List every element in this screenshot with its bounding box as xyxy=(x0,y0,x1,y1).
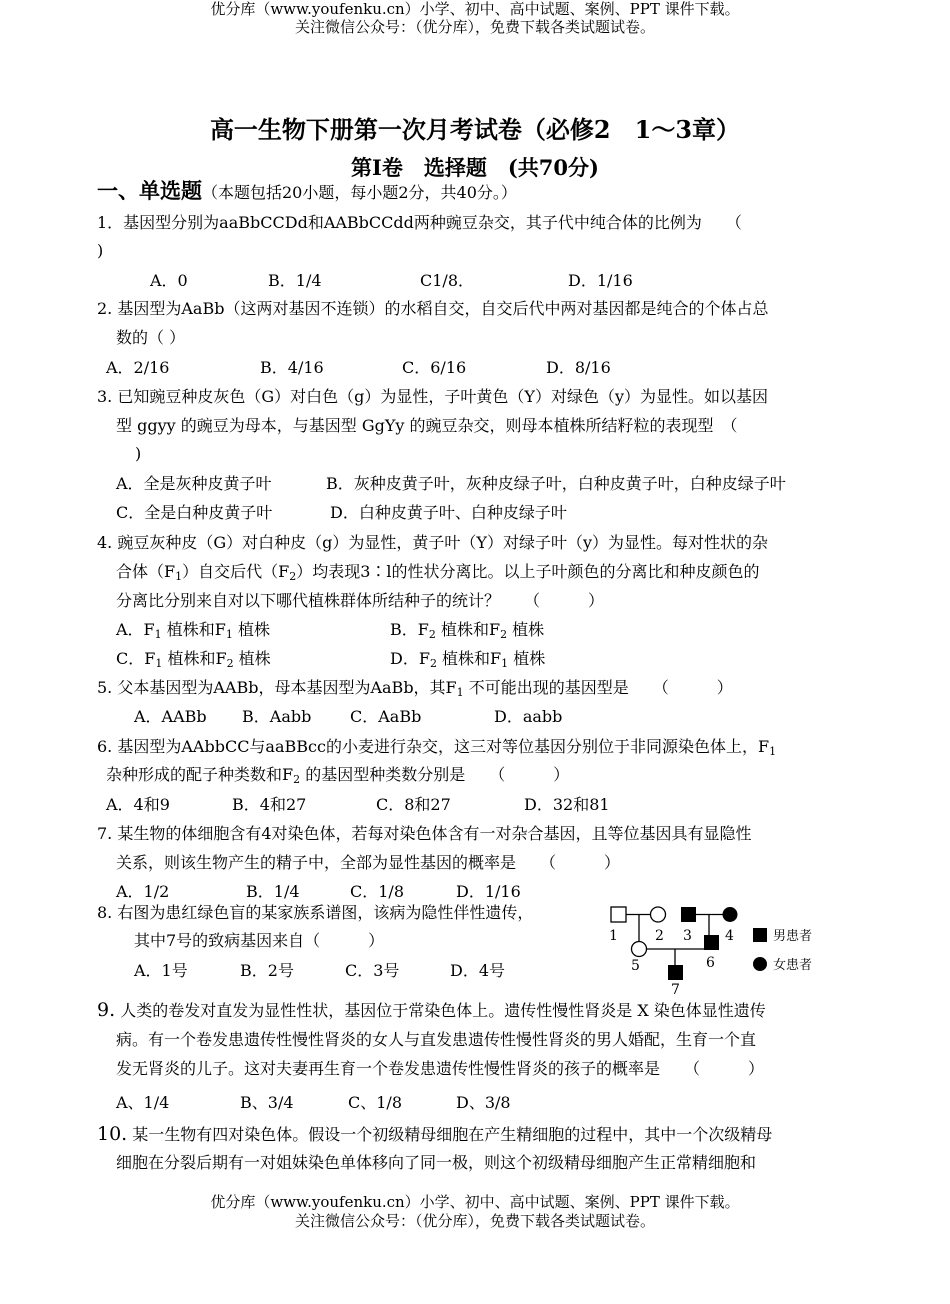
q4-b-pre: B．F xyxy=(390,620,429,639)
q6-stem-line2 xyxy=(106,764,569,786)
q9-number: 9. xyxy=(97,999,116,1021)
q3-stem-line2: 型 ggyy 的豌豆为母本，与基因型 GgYy 的豌豆杂交，则母本植株所结籽粒的表现型 （ xyxy=(116,416,738,435)
q5-stem xyxy=(97,677,733,699)
q6-option-d: D．32和81 xyxy=(524,795,610,814)
q3-option-a: A．全是灰种皮黄子叶 xyxy=(116,474,272,493)
q4-option-a xyxy=(116,619,270,641)
pedigree-label-4: 4 xyxy=(725,928,734,944)
q4-b-post: 植株 xyxy=(507,620,545,639)
q7-option-b: B．1/4 xyxy=(246,882,300,901)
section-note: （本题包括20小题，每小题2分，共40分。） xyxy=(202,183,517,202)
q4-c-sub1: 1 xyxy=(155,657,163,670)
q8-stem-line2: 其中7号的致病基因来自（ ） xyxy=(134,931,385,950)
pedigree-label-1: 1 xyxy=(609,928,618,944)
q4-l2-b: ）自交后代（F xyxy=(182,562,290,581)
q6-option-c: C．8和27 xyxy=(376,795,451,814)
q4-option-c xyxy=(116,648,271,670)
pedigree-label-5: 5 xyxy=(631,958,640,974)
pedigree-individual-1 xyxy=(611,907,626,922)
legend-female-label: 女患者 xyxy=(773,958,813,973)
q9-stem-line2: 病。有一个卷发患遗传性慢性肾炎的女人与直发患遗传性慢性肾炎的男人婚配，生育一个直 xyxy=(116,1030,757,1049)
q8-option-b: B．2号 xyxy=(240,961,294,980)
q8-stem: 8. 右图为患红绿色盲的某家族系谱图，该病为隐性伴性遗传， xyxy=(97,903,534,922)
q7-option-c: C．1/8 xyxy=(350,882,404,901)
q4-stem-line3: 分离比分别来自对以下哪代植株群体所结种子的统计？ （ ） xyxy=(116,591,605,610)
q9-stem-line3: 发无肾炎的儿子。这对夫妻再生育一个卷发患遗传性慢性肾炎的孩子的概率是 （ ） xyxy=(116,1059,765,1078)
q5-sub: 1 xyxy=(456,686,464,699)
q1-stem-end: ) xyxy=(97,241,104,260)
pedigree-label-6: 6 xyxy=(706,955,715,971)
q6-option-b: B．4和27 xyxy=(232,795,307,814)
q7-option-d: D．1/16 xyxy=(456,882,521,901)
q2-option-c: C．6/16 xyxy=(402,358,467,377)
pedigree-label-2: 2 xyxy=(655,928,664,944)
q4-a-sub1: 1 xyxy=(154,628,162,641)
q3-stem-end: ) xyxy=(135,444,142,463)
exam-subtitle: 第Ⅰ卷 选择题 (共70分) xyxy=(351,155,599,180)
q5-option-c: C．AaBb xyxy=(350,707,422,726)
page-header-line1: 优分库（www.youfenku.cn）小学、初中、高中试题、案例、PPT 课件下载。 xyxy=(210,0,740,18)
q2-option-d: D．8/16 xyxy=(546,358,611,377)
q10-stem-line2: 细胞在分裂后期有一对姐妹染色单体移向了同一极，则这个初级精母细胞产生正常精细胞和 xyxy=(116,1153,757,1172)
q7-stem-line2: 关系，则该生物产生的精子中，全部为显性基因的概率是 （ ） xyxy=(116,853,621,872)
q2-stem-line2: 数的（ ） xyxy=(116,328,186,347)
exam-title: 高一生物下册第一次月考试卷（必修2 1～3章） xyxy=(209,115,741,144)
q9-option-a: A、1/4 xyxy=(116,1093,170,1112)
q4-l2-c: ）均表现3∶l的性状分离比。以上子叶颜色的分离比和种皮颜色的 xyxy=(296,562,760,581)
q1-option-c: C1/8． xyxy=(420,271,474,290)
q10-number: 10. xyxy=(97,1123,128,1145)
q6-l2-post: 的基因型种类数分别是 （ ） xyxy=(300,765,570,784)
q3-option-c: C．全是白种皮黄子叶 xyxy=(116,503,273,522)
q5-option-b: B．Aabb xyxy=(242,707,312,726)
q4-a-post: 植株 xyxy=(232,620,270,639)
page-footer-line1: 优分库（www.youfenku.cn）小学、初中、高中试题、案例、PPT 课件下载。 xyxy=(210,1193,740,1211)
section-heading xyxy=(97,180,517,204)
pedigree-individual-6 xyxy=(704,935,719,950)
q4-l2-sub2: 2 xyxy=(289,570,297,583)
q2-option-a: A．2/16 xyxy=(106,358,170,377)
legend-male-affected-icon xyxy=(753,928,767,942)
page-footer-line2: 关注微信公众号：（优分库），免费下载各类试题试卷。 xyxy=(294,1212,655,1230)
q4-b-sub2: 2 xyxy=(500,628,508,641)
pedigree-individual-2 xyxy=(651,907,666,922)
q1-option-b: B．1/4 xyxy=(268,271,322,290)
q5-option-a: A．AABb xyxy=(134,707,207,726)
q3-stem: 3. 已知豌豆种皮灰色（G）对白色（g）为显性，子叶黄色（Y）对绿色（y）为显性。如以基因 xyxy=(97,387,768,406)
q2-stem: 2. 基因型为AaBb（这两对基因不连锁）的水稻自交，自交后代中两对基因都是纯合的个体占总 xyxy=(97,299,769,318)
q9-option-c: C、1/8 xyxy=(348,1093,402,1112)
q4-d-sub2: 1 xyxy=(501,657,509,670)
pedigree-label-7: 7 xyxy=(671,982,680,994)
q4-c-sub2: 2 xyxy=(226,657,234,670)
q7-stem: 7. 某生物的体细胞含有4对染色体，若每对染色体含有一对杂合基因，且等位基因具有显隐性 xyxy=(97,824,752,843)
q4-c-mid: 植株和F xyxy=(162,649,227,668)
q9-option-d: D、3/8 xyxy=(456,1093,511,1112)
q4-l2-a: 合体（F xyxy=(116,562,176,581)
q3-option-b: B．灰种皮黄子叶，灰种皮绿子叶，白种皮黄子叶，白种皮绿子叶 xyxy=(326,474,786,493)
q6-stem-sub: 1 xyxy=(769,745,777,758)
pedigree-label-3: 3 xyxy=(683,928,692,944)
q6-stem-text: 6. 基因型为AAbbCC与aaBBcc的小麦进行杂交，这三对等位基因分别位于非同源染色体上，F xyxy=(97,737,770,756)
pedigree-individual-5 xyxy=(632,942,647,957)
legend-female-affected-icon xyxy=(753,957,767,971)
q10-stem-text: 某一生物有四对染色体。假设一个初级精母细胞在产生精细胞的过程中，其中一个次级精母 xyxy=(127,1125,773,1144)
q4-option-d xyxy=(390,648,545,670)
q4-a-pre: A．F xyxy=(116,620,155,639)
page-header-line2: 关注微信公众号：（优分库），免费下载各类试题试卷。 xyxy=(294,18,655,36)
q5-pre: 5. 父本基因型为AABb，母本基因型为AaBb，其F xyxy=(97,678,457,697)
q4-l2-sub1: 1 xyxy=(175,570,183,583)
q9-option-b: B、3/4 xyxy=(240,1093,294,1112)
q4-option-b xyxy=(390,619,544,641)
q1-stem: 1．基因型分别为aaBbCCDd和AABbCCdd两种豌豆杂交，其子代中纯合体的比例为 （ xyxy=(97,213,742,232)
q4-d-mid: 植株和F xyxy=(436,649,502,668)
pedigree-individual-3 xyxy=(681,907,696,922)
q8-option-d: D．4号 xyxy=(450,961,506,980)
q4-b-mid: 植株和F xyxy=(435,620,501,639)
q4-b-sub1: 2 xyxy=(428,628,436,641)
q7-option-a: A．1/2 xyxy=(116,882,170,901)
legend-male-label: 男患者 xyxy=(773,929,813,944)
q5-post: 不可能出现的基因型是 （ ） xyxy=(463,678,733,697)
q2-option-b: B．4/16 xyxy=(260,358,324,377)
pedigree-chart xyxy=(603,902,853,994)
q8-option-c: C．3号 xyxy=(345,961,400,980)
q4-d-sub1: 2 xyxy=(429,657,437,670)
q4-a-sub2: 1 xyxy=(225,628,233,641)
q6-l2-pre: 杂种形成的配子种类数和F xyxy=(106,765,294,784)
q6-stem xyxy=(97,736,776,758)
q4-d-pre: D．F xyxy=(390,649,430,668)
section-label: 一、单选题 xyxy=(97,178,202,203)
q8-option-a: A．1号 xyxy=(134,961,188,980)
q9-stem-text: 人类的卷发对直发为显性性状，基因位于常染色体上。遗传性慢性肾炎是 X 染色体显性遗传 xyxy=(115,1001,766,1020)
q5-option-d: D．aabb xyxy=(494,707,563,726)
q4-c-pre: C．F xyxy=(116,649,156,668)
q9-stem xyxy=(97,999,766,1022)
q4-c-post: 植株 xyxy=(233,649,271,668)
pedigree-individual-4 xyxy=(723,907,738,922)
pedigree-individual-7 xyxy=(668,965,683,980)
q6-l2-sub: 2 xyxy=(293,773,301,786)
q4-d-post: 植株 xyxy=(508,649,546,668)
q1-option-d: D．1/16 xyxy=(568,271,633,290)
q1-option-a: A．0 xyxy=(150,271,188,290)
q6-option-a: A．4和9 xyxy=(106,795,170,814)
q10-stem xyxy=(97,1123,772,1146)
q3-option-d: D．白种皮黄子叶、白种皮绿子叶 xyxy=(330,503,567,522)
q4-a-mid: 植株和F xyxy=(161,620,226,639)
q4-stem: 4. 豌豆灰种皮（G）对白种皮（g）为显性，黄子叶（Y）对绿子叶（y）为显性。每对性状的杂 xyxy=(97,533,768,552)
q4-stem-line2 xyxy=(116,561,760,583)
